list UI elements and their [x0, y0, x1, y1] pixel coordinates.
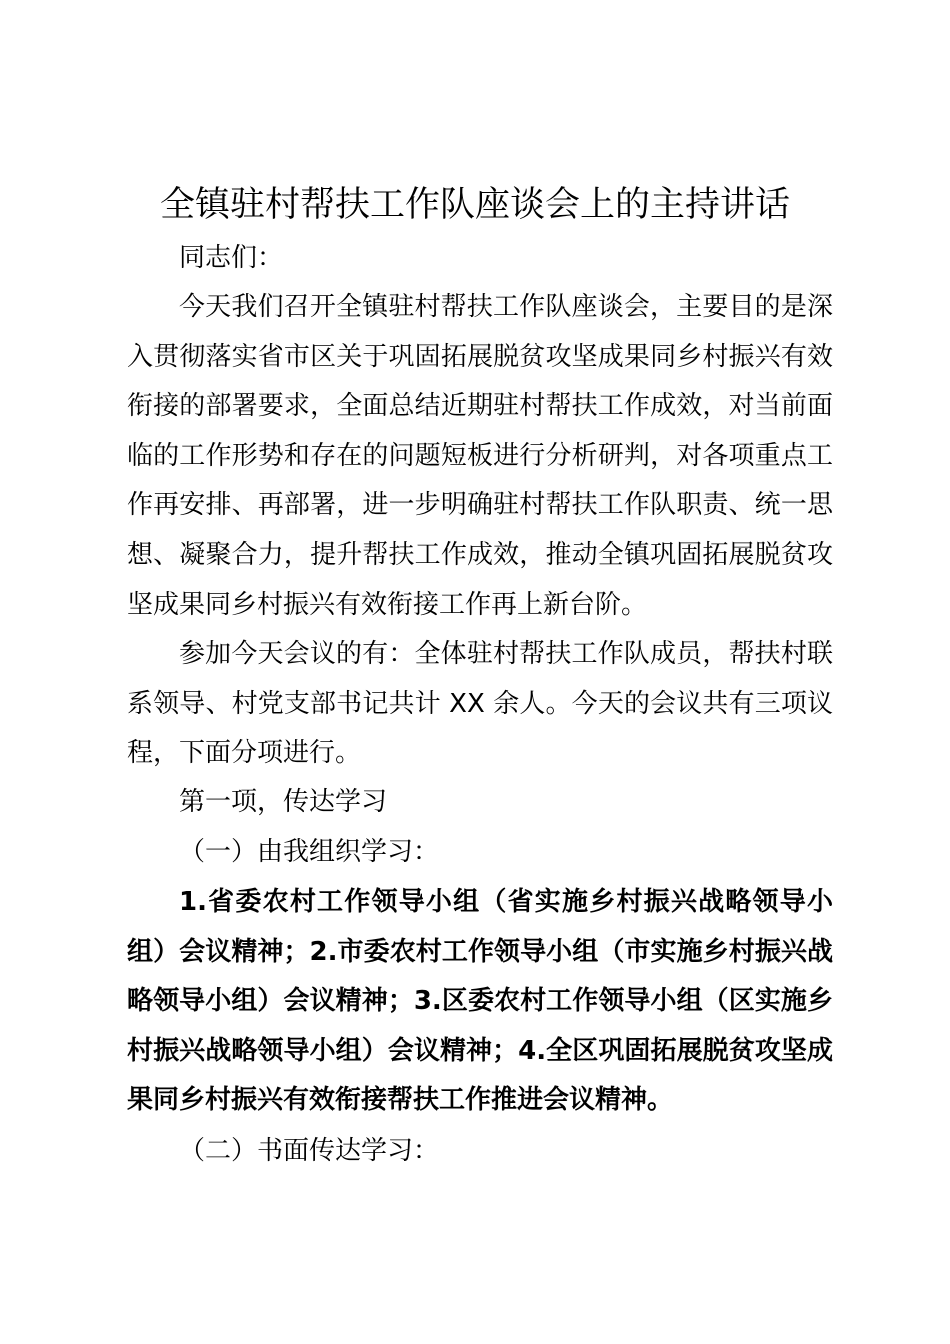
subsection-heading-block-2: [127, 1127, 833, 1177]
paragraph-intro-block: [127, 283, 833, 630]
greeting-block: [127, 234, 833, 284]
document-title: 全镇驻村帮扶工作队座谈会上的主持讲话: [159, 185, 790, 225]
section-heading-block: [127, 778, 833, 828]
greeting: 同志们：: [179, 243, 284, 273]
section-heading-1: 第一项，传达学习: [179, 787, 388, 817]
subsection-heading-2: （二）书面传达学习：: [179, 1136, 440, 1166]
paragraph-attendees-block: [127, 630, 833, 779]
subsection-heading-1: （一）由我组织学习：: [179, 837, 440, 867]
bold-list-block: [127, 878, 833, 1126]
subsection-heading-block-1: [127, 828, 833, 878]
paragraph-attendees: 参加今天会议的有：全体驻村帮扶工作队成员，帮扶村联系领导、村党支部书记共计 XX 余人。今天的会议共有三项议程，下面分项进行。: [127, 639, 833, 769]
paragraph-intro: 今天我们召开全镇驻村帮扶工作队座谈会，主要目的是深入贯彻落实省市区关于巩固拓展脱贫攻坚成果同乡村振兴有效衔接的部署要求，全面总结近期驻村帮扶工作成效，对当前面临的工作形势和存在的问题短板进行分析研判，对各项重点工作再安排、再部署，进一步明确驻村帮扶工作队职责、统一思想、凝聚合力，提升帮扶工作成效，推动全镇巩固拓展脱贫攻坚成果同乡村振兴有效衔接工作再上新台阶。: [127, 292, 833, 620]
bold-list-paragraph: 1.省委农村工作领导小组（省实施乡村振兴战略领导小组）会议精神；2.市委农村工作领导小组（市实施乡村振兴战略领导小组）会议精神；3.区委农村工作领导小组（区实施乡村振兴战略领导小组）会议精神；4.全区巩固拓展脱贫攻坚成果同乡村振兴有效衔接帮扶工作推进会议精神。: [127, 887, 833, 1116]
